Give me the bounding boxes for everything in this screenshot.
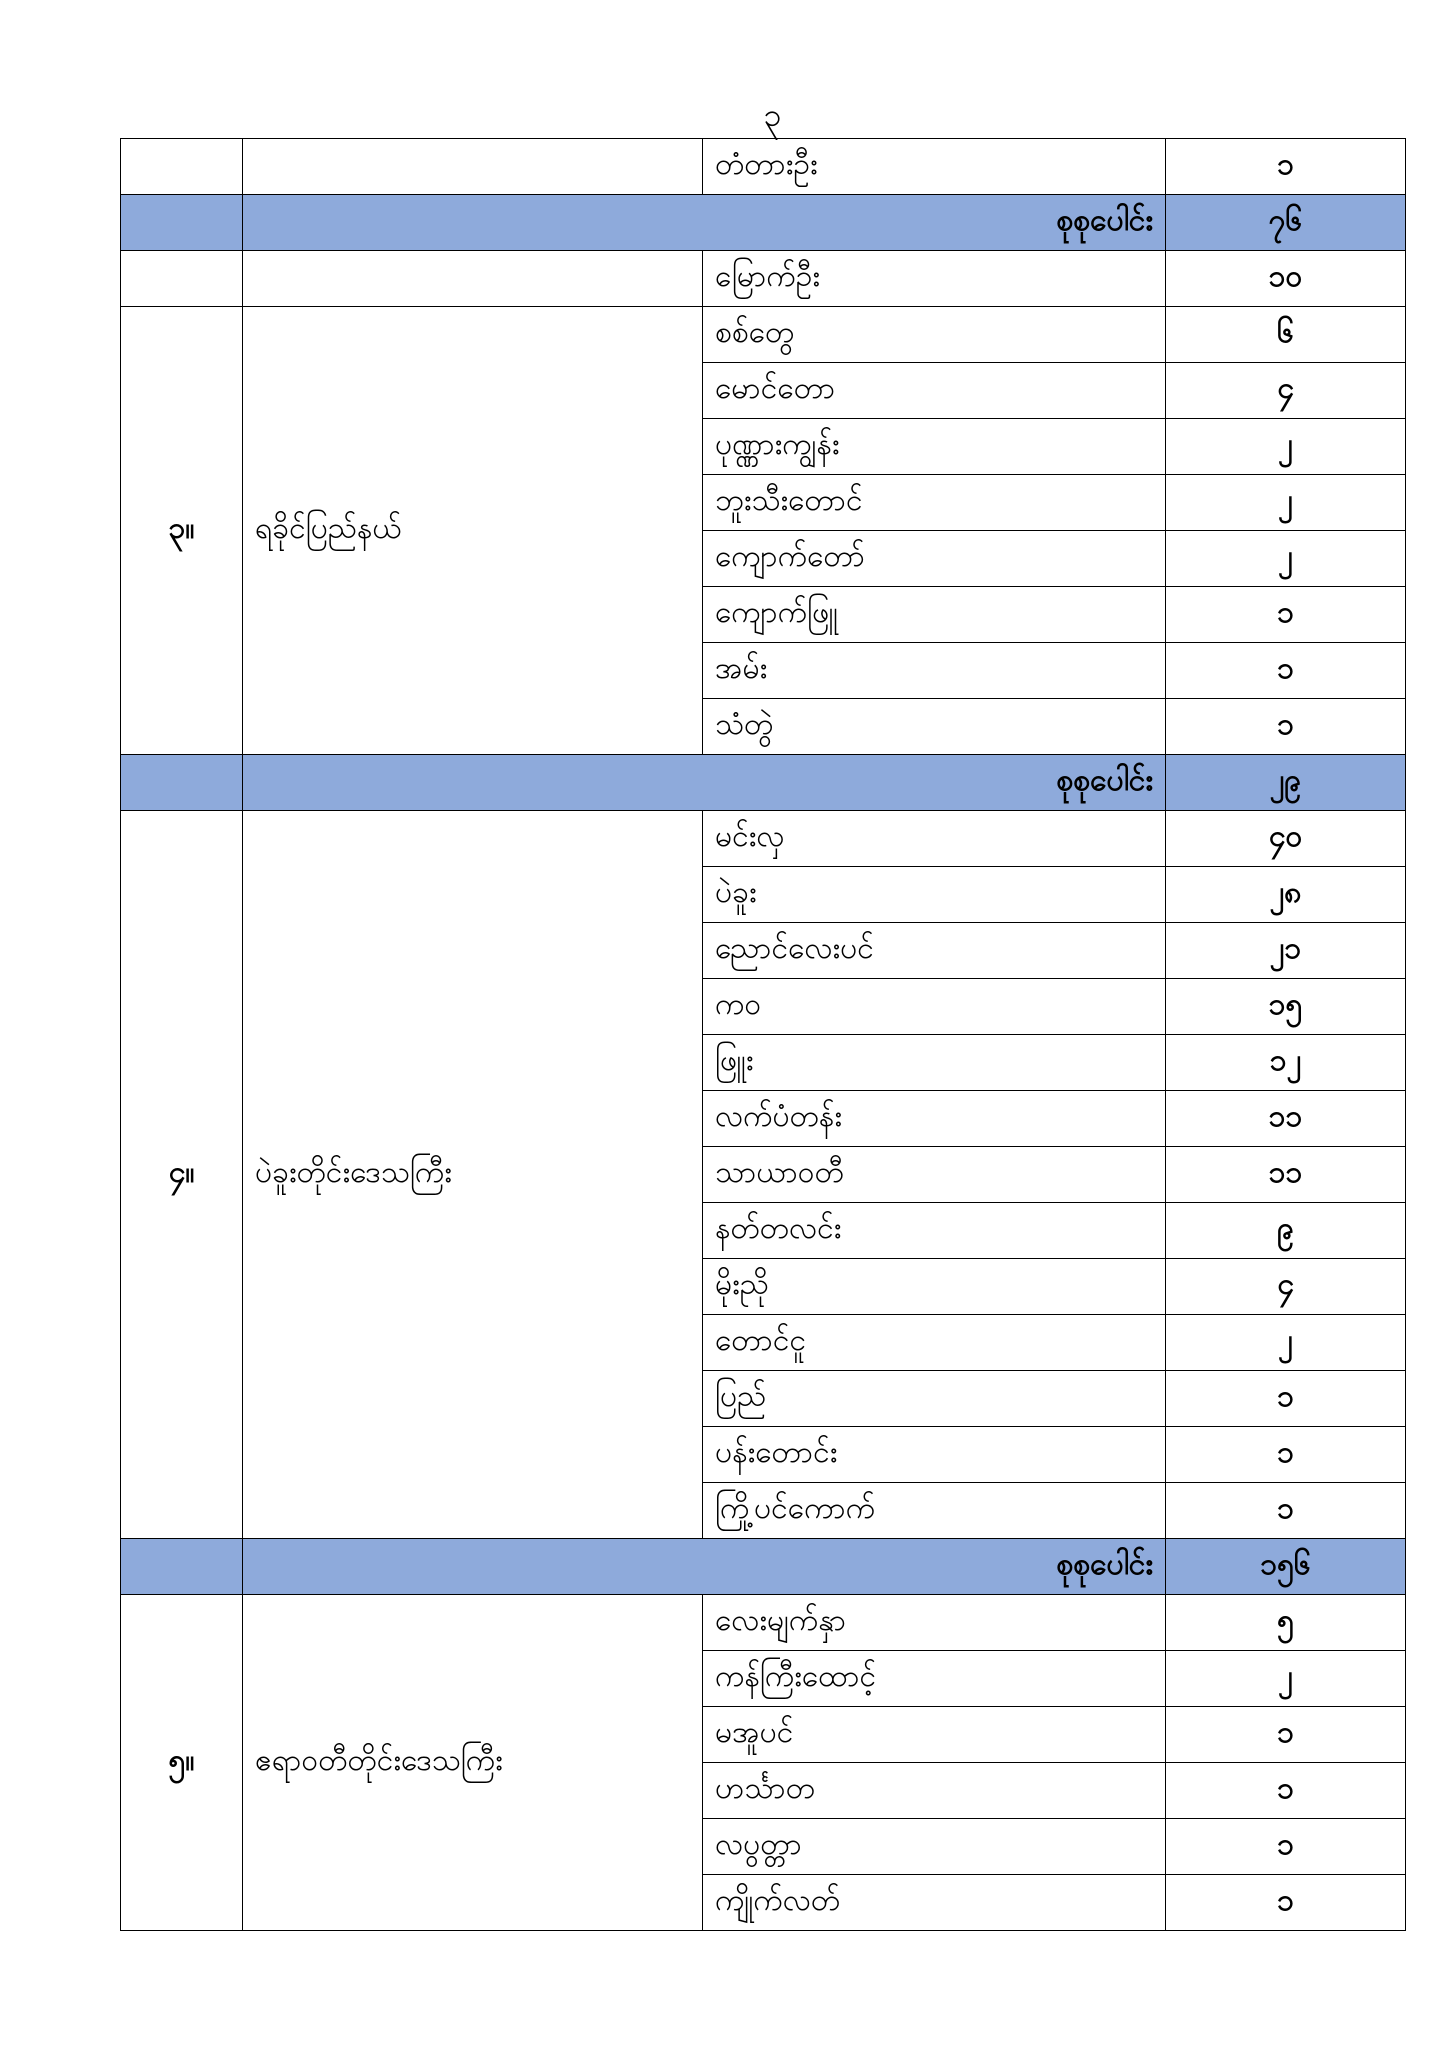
township-name: တောင်ငူ xyxy=(703,1315,1166,1371)
table-row xyxy=(121,811,1406,867)
township-count: ၄၀ xyxy=(1166,811,1406,867)
row-number: ၃။ xyxy=(121,307,243,755)
subtotal-label: စုစုပေါင်း xyxy=(243,195,1166,251)
township-name: တံတားဦး xyxy=(703,139,1166,195)
township-name: ဘူးသီးတောင် xyxy=(703,475,1166,531)
township-count: ၁ xyxy=(1166,1483,1406,1539)
township-count: ၂ xyxy=(1166,1315,1406,1371)
township-name: စစ်တွေ xyxy=(703,307,1166,363)
township-count: ၉ xyxy=(1166,1203,1406,1259)
township-name: မြောက်ဦး xyxy=(703,251,1166,307)
township-count: ၁ xyxy=(1166,1427,1406,1483)
region-name: ပဲခူးတိုင်းဒေသကြီး xyxy=(243,811,703,1539)
subtotal-row xyxy=(121,1539,1406,1595)
subtotal-label: စုစုပေါင်း xyxy=(243,755,1166,811)
township-count: ၂၁ xyxy=(1166,923,1406,979)
township-count: ၁ xyxy=(1166,139,1406,195)
region-name: ရခိုင်ပြည်နယ် xyxy=(243,307,703,755)
township-count: ၄ xyxy=(1166,1259,1406,1315)
township-name: အမ်း xyxy=(703,643,1166,699)
township-count: ၆ xyxy=(1166,307,1406,363)
township-name: ညောင်လေးပင် xyxy=(703,923,1166,979)
township-name: လက်ပံတန်း xyxy=(703,1091,1166,1147)
township-count: ၁ xyxy=(1166,643,1406,699)
township-count: ၂ xyxy=(1166,475,1406,531)
township-count: ၁ xyxy=(1166,1763,1406,1819)
table-row xyxy=(121,139,1406,195)
township-count: ၁၅ xyxy=(1166,979,1406,1035)
township-count: ၁ xyxy=(1166,1707,1406,1763)
township-count: ၁၁ xyxy=(1166,1091,1406,1147)
township-name: ကန်ကြီးထောင့် xyxy=(703,1651,1166,1707)
township-name: ကဝ xyxy=(703,979,1166,1035)
township-name: ဖြူး xyxy=(703,1035,1166,1091)
township-name: လေးမျက်နှာ xyxy=(703,1595,1166,1651)
township-count: ၁ xyxy=(1166,1875,1406,1931)
township-name: ဟင်္သာတ xyxy=(703,1763,1166,1819)
table-row xyxy=(121,251,1406,307)
township-count: ၁ xyxy=(1166,699,1406,755)
township-count: ၂ xyxy=(1166,531,1406,587)
row-number xyxy=(121,251,243,307)
township-name: သာယာဝတီ xyxy=(703,1147,1166,1203)
subtotal-label: စုစုပေါင်း xyxy=(243,1539,1166,1595)
township-name: ကြို့ပင်ကောက် xyxy=(703,1483,1166,1539)
subtotal-count: ၂၉ xyxy=(1166,755,1406,811)
township-count: ၁၁ xyxy=(1166,1147,1406,1203)
township-count: ၂ xyxy=(1166,419,1406,475)
table-row xyxy=(121,1595,1406,1651)
row-number: ၄။ xyxy=(121,811,243,1539)
township-name: ကျောက်ဖြူ xyxy=(703,587,1166,643)
township-name: သံတွဲ xyxy=(703,699,1166,755)
township-count: ၁၂ xyxy=(1166,1035,1406,1091)
township-count-table xyxy=(120,138,1406,1931)
region-name xyxy=(243,251,703,307)
township-name: လပွတ္တာ xyxy=(703,1819,1166,1875)
township-count: ၂၈ xyxy=(1166,867,1406,923)
row-number: ၅။ xyxy=(121,1595,243,1931)
township-name: မိုးညို xyxy=(703,1259,1166,1315)
subtotal-empty-cell xyxy=(121,755,243,811)
township-name: မောင်တော xyxy=(703,363,1166,419)
table-row xyxy=(121,307,1406,363)
township-count: ၄ xyxy=(1166,363,1406,419)
table-body xyxy=(121,139,1406,1931)
township-count: ၂ xyxy=(1166,1651,1406,1707)
subtotal-empty-cell xyxy=(121,1539,243,1595)
township-name: ကျိုက်လတ် xyxy=(703,1875,1166,1931)
township-count: ၁ xyxy=(1166,1371,1406,1427)
row-number xyxy=(121,139,243,195)
page-number: ၃ xyxy=(763,96,782,134)
region-name: ဧရာဝတီတိုင်းဒေသကြီး xyxy=(243,1595,703,1931)
subtotal-row xyxy=(121,195,1406,251)
subtotal-count: ၇၆ xyxy=(1166,195,1406,251)
subtotal-row xyxy=(121,755,1406,811)
township-count: ၁ xyxy=(1166,587,1406,643)
township-count: ၁၀ xyxy=(1166,251,1406,307)
township-name: မအူပင် xyxy=(703,1707,1166,1763)
township-name: ပြည် xyxy=(703,1371,1166,1427)
township-name: ကျောက်တော် xyxy=(703,531,1166,587)
township-name: ပန်းတောင်း xyxy=(703,1427,1166,1483)
subtotal-empty-cell xyxy=(121,195,243,251)
region-name xyxy=(243,139,703,195)
subtotal-count: ၁၅၆ xyxy=(1166,1539,1406,1595)
township-name: နတ်တလင်း xyxy=(703,1203,1166,1259)
township-count: ၅ xyxy=(1166,1595,1406,1651)
township-name: ပဲခူး xyxy=(703,867,1166,923)
township-name: မင်းလှ xyxy=(703,811,1166,867)
township-name: ပုဏ္ဏားကျွန်း xyxy=(703,419,1166,475)
township-count: ၁ xyxy=(1166,1819,1406,1875)
